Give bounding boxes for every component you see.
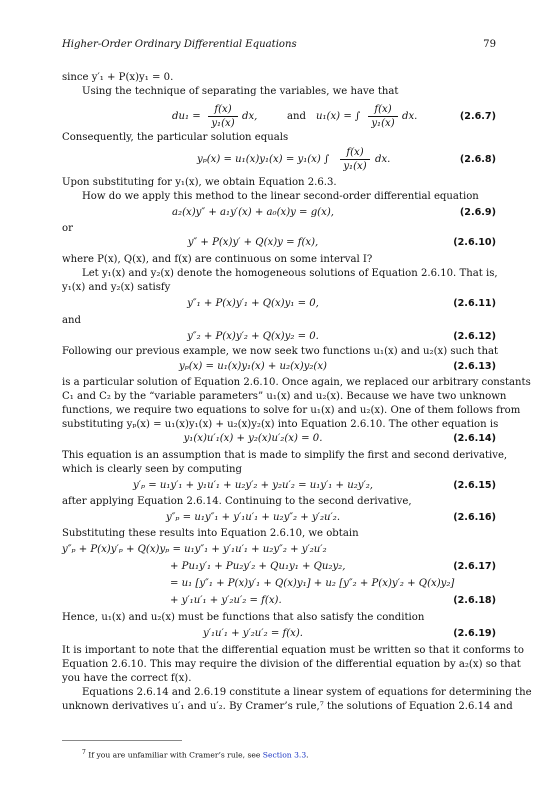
text-line: Consequently, the particular solution equals bbox=[62, 132, 289, 143]
footnote-end: . bbox=[306, 750, 309, 760]
equation-tag: (2.6.17) bbox=[453, 561, 496, 572]
frac-num: f(x) bbox=[214, 104, 232, 115]
equation-2-6-7 bbox=[62, 104, 496, 130]
equation-2-6-14 bbox=[62, 432, 496, 448]
equation-2-6-19 bbox=[62, 627, 496, 643]
equation-tag: (2.6.12) bbox=[453, 331, 496, 342]
equation-body: a₂(x)y″ + a₁y′(x) + a₀(x)y = g(x), bbox=[172, 207, 334, 218]
equation-2-6-16 bbox=[62, 511, 496, 527]
footnote-rule bbox=[62, 740, 182, 741]
text-line: C₁ and C₂ by the “variable parameters” u₁(x) and u₂(x). Because we have two unknown bbox=[62, 391, 507, 402]
equation-2-6-9 bbox=[62, 206, 496, 222]
eq-lhs: du₁ = bbox=[172, 111, 201, 122]
text-line: after applying Equation 2.6.14. Continuing to the second derivative, bbox=[62, 496, 412, 507]
text-line: and bbox=[62, 315, 81, 326]
text-line: How do we apply this method to the linear second-order differential equation bbox=[82, 191, 479, 202]
text-line: Upon substituting for y₁(x), we obtain Equation 2.6.3. bbox=[62, 177, 337, 188]
running-title: Higher-Order Ordinary Differential Equations bbox=[62, 39, 297, 50]
equation-tag: (2.6.10) bbox=[453, 237, 496, 248]
frac-num: f(x) bbox=[346, 147, 364, 158]
text-line: which is clearly seen by computing bbox=[62, 464, 242, 475]
equation-2-6-17-line1 bbox=[62, 543, 496, 559]
running-header bbox=[62, 38, 496, 52]
equation-body: y′ₚ = u₁y′₁ + y₁u′₁ + u₂y′₂ + y₂u′₂ = u₁y′₁ + u₂y′₂, bbox=[132, 480, 373, 491]
text-line: Let y₁(x) and y₂(x) denote the homogeneous solutions of Equation 2.6.10. That is, bbox=[82, 268, 498, 279]
text-line: It is important to note that the differential equation must be written so that it conforms to bbox=[62, 645, 524, 656]
text-line: since y′₁ + P(x)y₁ = 0. bbox=[62, 72, 174, 83]
equation-tag: (2.6.18) bbox=[453, 595, 496, 606]
equation-body: + Pu₁y′₁ + Pu₂y′₂ + Qu₁y₁ + Qu₂y₂, bbox=[170, 561, 346, 572]
equation-2-6-10 bbox=[62, 236, 496, 252]
text-line: Hence, u₁(x) and u₂(x) must be functions that also satisfy the condition bbox=[62, 612, 425, 623]
fraction bbox=[208, 103, 238, 131]
eq-text: and bbox=[287, 111, 306, 122]
equation-2-6-17-line2 bbox=[62, 560, 496, 576]
equation-tag: (2.6.11) bbox=[453, 298, 496, 309]
equation-tag: (2.6.8) bbox=[459, 154, 496, 165]
text-line: where P(x), Q(x), and f(x) are continuous on some interval I? bbox=[62, 254, 373, 265]
eq-text: dx. bbox=[402, 111, 418, 122]
text-line: Equation 2.6.10. This may require the division of the differential equation by a₂(x) so that bbox=[62, 659, 521, 670]
equation-body: y″₁ + P(x)y′₁ + Q(x)y₁ = 0, bbox=[187, 298, 319, 309]
eq-text: u₁(x) = ∫ bbox=[316, 111, 361, 122]
equation-body: yₚ(x) = u₁(x)y₁(x) + u₂(x)y₂(x) bbox=[179, 361, 327, 372]
equation-2-6-11 bbox=[62, 297, 496, 313]
text-line: or bbox=[62, 223, 73, 234]
frac-den: y₁(x) bbox=[340, 159, 370, 173]
text-line: Using the technique of separating the variables, we have that bbox=[82, 86, 399, 97]
equation-2-6-18-line1 bbox=[62, 577, 496, 593]
equation-body: y″ₚ = u₁y″₁ + y′₁u′₁ + u₂y″₂ + y′₂u′₂. bbox=[165, 512, 341, 523]
equation-body: y″₂ + P(x)y′₂ + Q(x)y₂ = 0. bbox=[187, 331, 319, 342]
footnote-text: If you are unfamiliar with Cramer’s rule, see bbox=[88, 750, 263, 760]
frac-den: y₁(x) bbox=[208, 116, 238, 130]
text-line: This equation is an assumption that is made to simplify the first and second derivative, bbox=[62, 450, 508, 461]
frac-num: f(x) bbox=[374, 104, 392, 115]
equation-2-6-18-line2 bbox=[62, 594, 496, 610]
equation-2-6-15 bbox=[62, 479, 496, 495]
footnote bbox=[82, 746, 309, 762]
equation-2-6-12 bbox=[62, 330, 496, 346]
equation-body: y″ₚ + P(x)y′ₚ + Q(x)yₚ = u₁y″₁ + y′₁u′₁ + u₂y″₂ + y′₂u′₂ bbox=[62, 544, 327, 555]
equation-2-6-8 bbox=[62, 147, 496, 173]
equation-tag: (2.6.9) bbox=[459, 207, 496, 218]
text-line: functions, we require two equations to solve for u₁(x) and u₂(x). One of them follows from bbox=[62, 405, 521, 416]
section-link[interactable]: Section 3.3 bbox=[262, 750, 307, 760]
text-line: you have the correct f(x). bbox=[62, 673, 192, 684]
text-line: y₁(x) and y₂(x) satisfy bbox=[62, 282, 171, 293]
equation-tag: (2.6.14) bbox=[453, 433, 496, 444]
equation-tag: (2.6.19) bbox=[453, 628, 496, 639]
equation-tag: (2.6.7) bbox=[459, 111, 496, 122]
fraction bbox=[340, 146, 370, 174]
eq-lhs: yₚ(x) = u₁(x)y₁(x) = y₁(x) ∫ bbox=[197, 154, 330, 165]
eq-text: dx. bbox=[375, 154, 391, 165]
equation-tag: (2.6.15) bbox=[453, 480, 496, 491]
footnote-mark: 7 bbox=[82, 749, 86, 756]
page-number: 79 bbox=[483, 39, 496, 50]
text-line: unknown derivatives u′₁ and u′₂. By Cramer’s rule,⁷ the solutions of Equation 2.6.14 and bbox=[62, 701, 513, 712]
equation-2-6-13 bbox=[62, 360, 496, 376]
equation-body: y″ + P(x)y′ + Q(x)y = f(x), bbox=[187, 237, 319, 248]
equation-body: = u₁ [y″₁ + P(x)y′₁ + Q(x)y₁] + u₂ [y″₂ + P(x)y′₂ + Q(x)y₂] bbox=[170, 578, 455, 589]
fraction bbox=[368, 103, 398, 131]
eq-text: dx, bbox=[242, 111, 258, 122]
text-line: Equations 2.6.14 and 2.6.19 constitute a linear system of equations for determining the bbox=[82, 687, 532, 698]
equation-body: y₁(x)u′₁(x) + y₂(x)u′₂(x) = 0. bbox=[183, 433, 323, 444]
text-line: Substituting these results into Equation 2.6.10, we obtain bbox=[62, 528, 359, 539]
equation-tag: (2.6.16) bbox=[453, 512, 496, 523]
equation-tag: (2.6.13) bbox=[453, 361, 496, 372]
text-line: Following our previous example, we now seek two functions u₁(x) and u₂(x) such that bbox=[62, 346, 499, 357]
frac-den: y₁(x) bbox=[368, 116, 398, 130]
text-line: is a particular solution of Equation 2.6.10. Once again, we replaced our arbitrary constants bbox=[62, 377, 531, 388]
text-line: substituting yₚ(x) = u₁(x)y₁(x) + u₂(x)y₂(x) into Equation 2.6.10. The other equation is bbox=[62, 419, 499, 430]
equation-body: + y′₁u′₁ + y′₂u′₂ = f(x). bbox=[170, 595, 282, 606]
equation-body: y′₁u′₁ + y′₂u′₂ = f(x). bbox=[202, 628, 304, 639]
